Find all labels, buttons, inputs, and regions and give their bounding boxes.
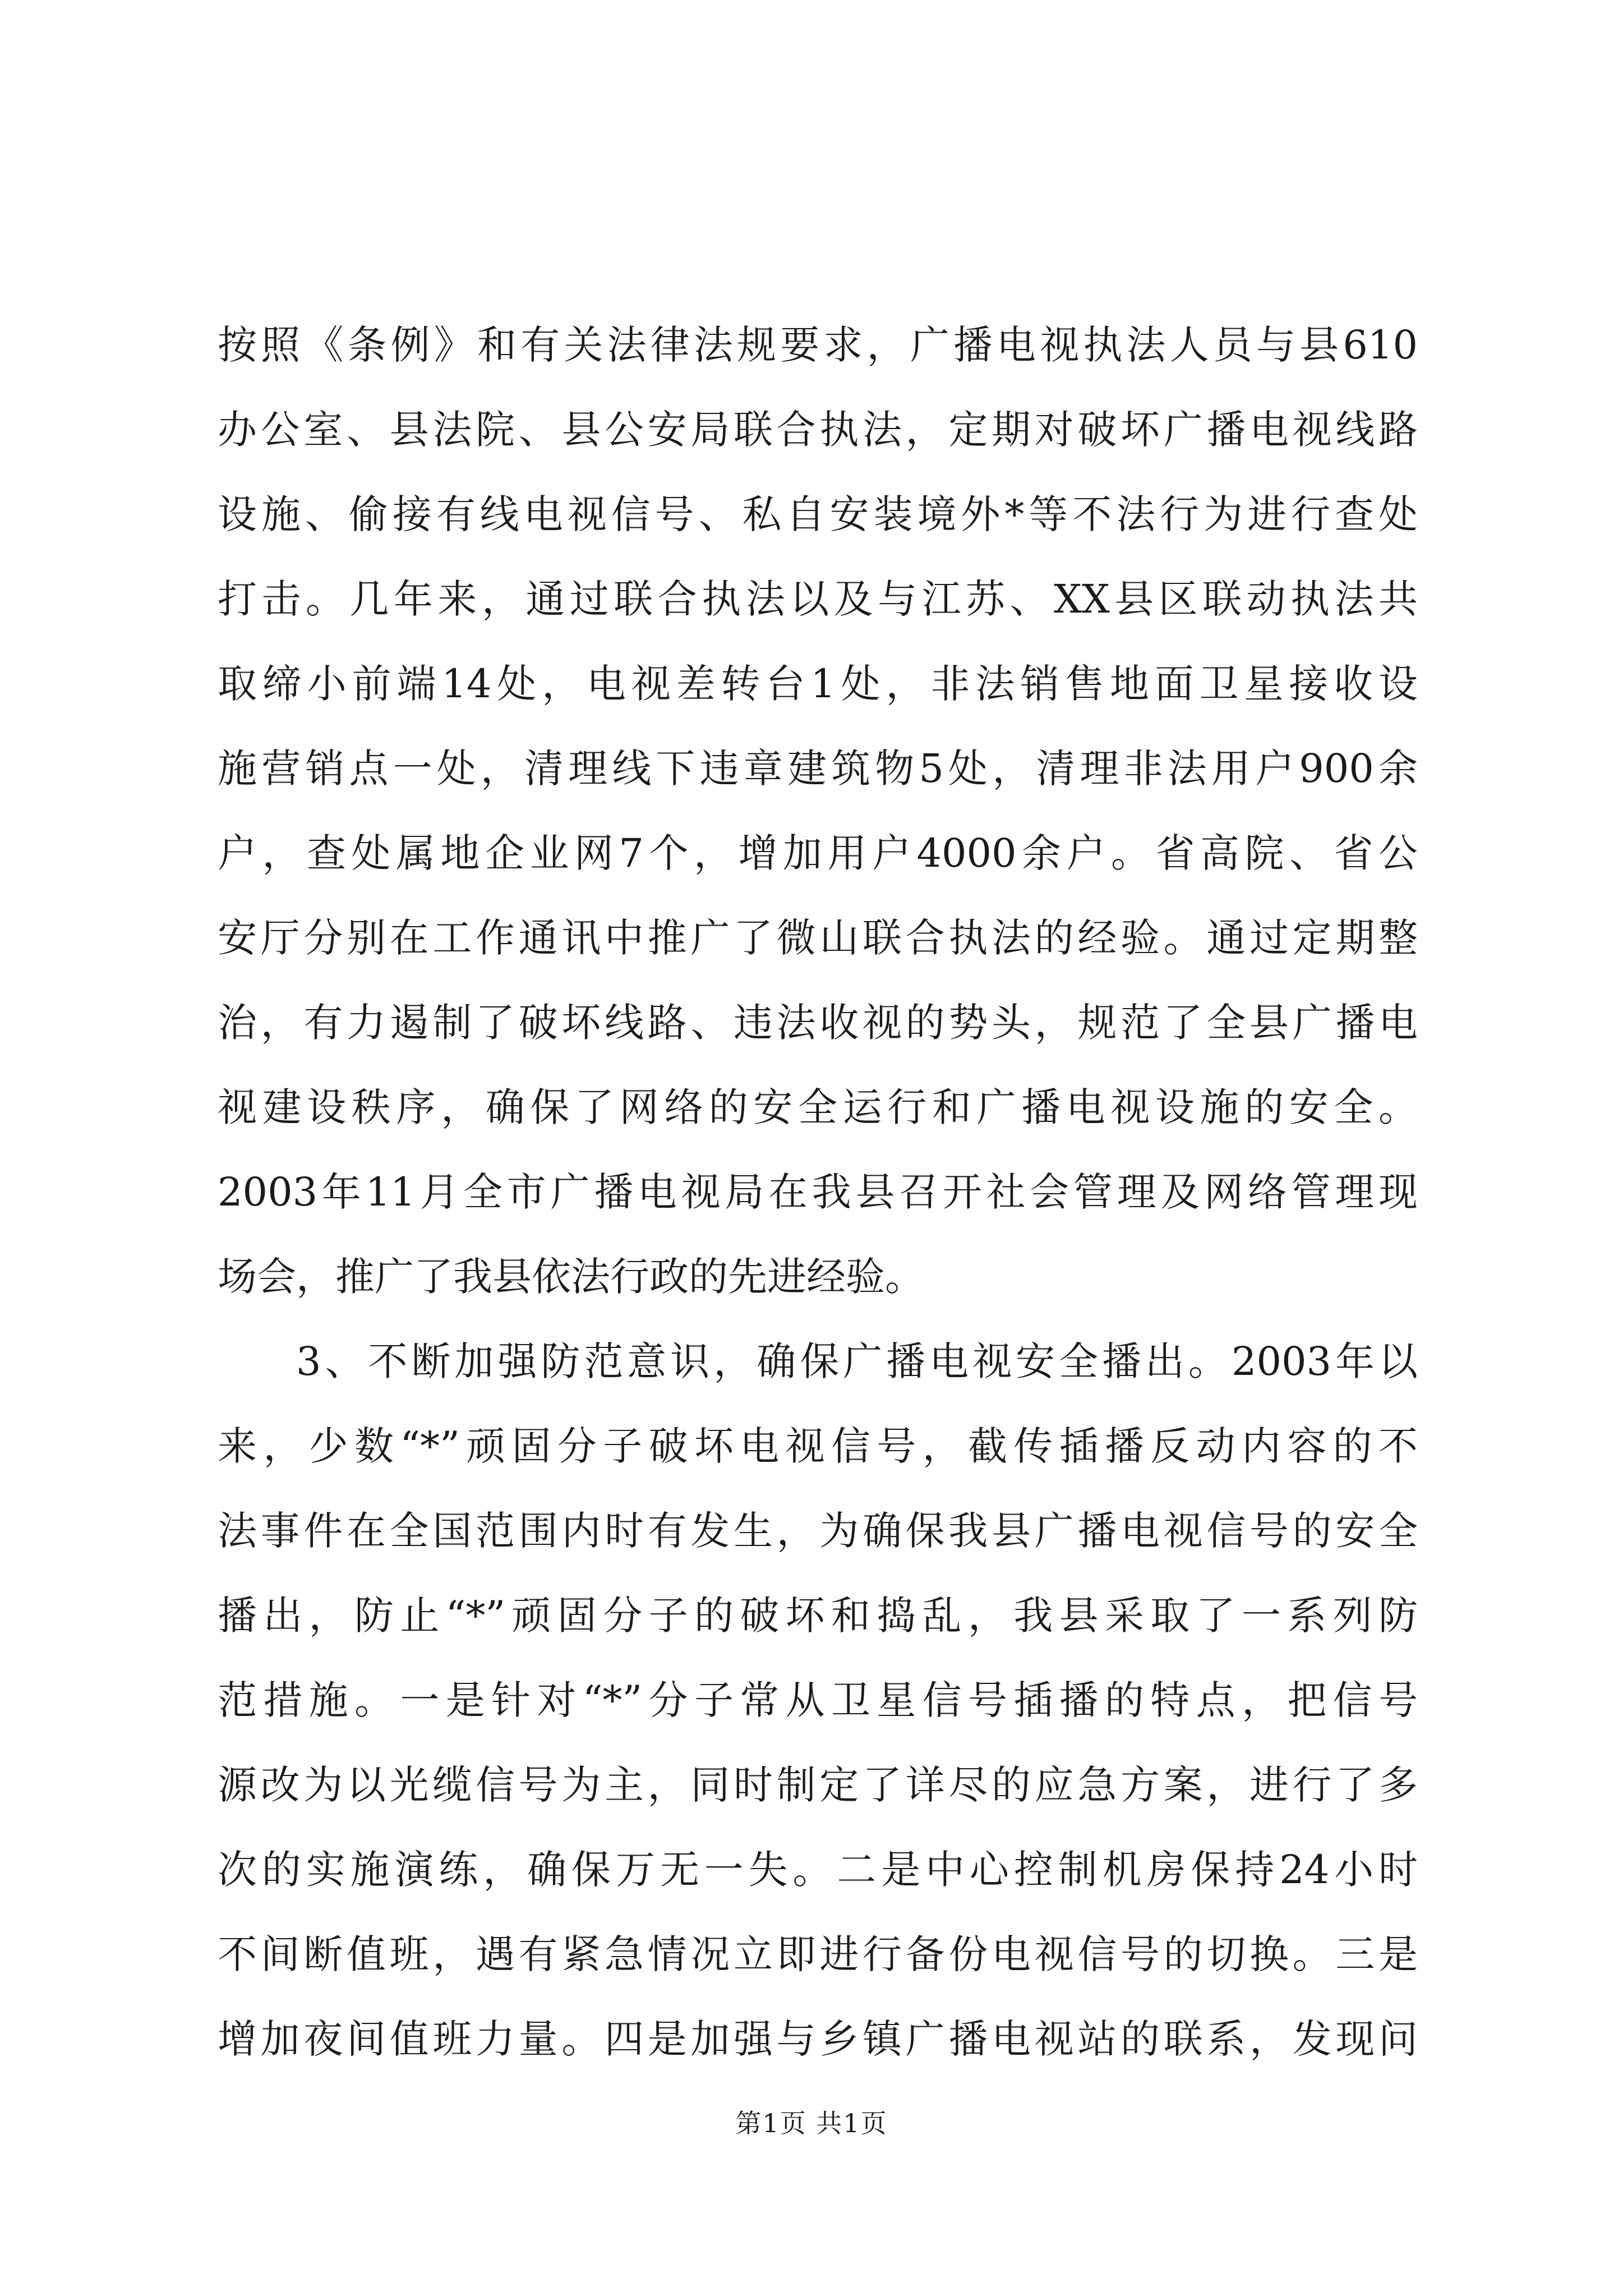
text-line: 按照《条例》和有关法律法规要求，广播电视执法人员与县610: [218, 322, 1418, 368]
text-line: 场会，推广了我县依法行政的先进经验。: [218, 1254, 924, 1300]
text-line: 不间断值班，遇有紧急情况立即进行备份电视信号的切换。三是: [218, 1931, 1418, 1977]
text-line: 打击。几年来，通过联合执法以及与江苏、XX县区联动执法共: [218, 576, 1418, 622]
text-line: 户，查处属地企业网7个，增加用户4000余户。省高院、省公: [218, 830, 1418, 876]
text-line: 增加夜间值班力量。四是加强与乡镇广播电视站的联系，发现问: [218, 2016, 1418, 2062]
text-line: 次的实施演练，确保万无一失。二是中心控制机房保持24小时: [218, 1847, 1418, 1893]
text-line: 2003年11月全市广播电视局在我县召开社会管理及网络管理现: [218, 1169, 1418, 1215]
text-line: 取缔小前端14处，电视差转台1处，非法销售地面卫星接收设: [218, 661, 1418, 707]
text-line: 施营销点一处，清理线下违章建筑物5处，清理非法用户900余: [218, 746, 1418, 792]
text-line: 来，少数“*”顽固分子破坏电视信号，截传插播反动内容的不: [218, 1423, 1418, 1469]
text-line: 法事件在全国范围内时有发生，为确保我县广播电视信号的安全: [218, 1508, 1418, 1554]
page-footer: 第1页 共1页: [735, 2108, 888, 2138]
text-line: 安厅分别在工作通讯中推广了微山联合执法的经验。通过定期整: [218, 915, 1418, 961]
text-line: 设施、偷接有线电视信号、私自安装境外*等不法行为进行查处: [218, 491, 1418, 537]
paragraph-first-line: 3、不断加强防范意识，确保广播电视安全播出。2003年以: [296, 1338, 1418, 1384]
document-body: [218, 303, 1418, 2082]
text-line: 源改为以光缆信号为主，同时制定了详尽的应急方案，进行了多: [218, 1762, 1418, 1808]
text-line: 视建设秩序，确保了网络的安全运行和广播电视设施的安全。: [218, 1084, 1418, 1130]
text-line: 播出，防止“*”顽固分子的破坏和捣乱，我县采取了一系列防: [218, 1593, 1418, 1639]
text-line: 范措施。一是针对“*”分子常从卫星信号插播的特点，把信号: [218, 1677, 1418, 1723]
text-line: 治，有力遏制了破坏线路、违法收视的势头，规范了全县广播电: [218, 1000, 1418, 1046]
text-line: 办公室、县法院、县公安局联合执法，定期对破坏广播电视线路: [218, 407, 1418, 453]
